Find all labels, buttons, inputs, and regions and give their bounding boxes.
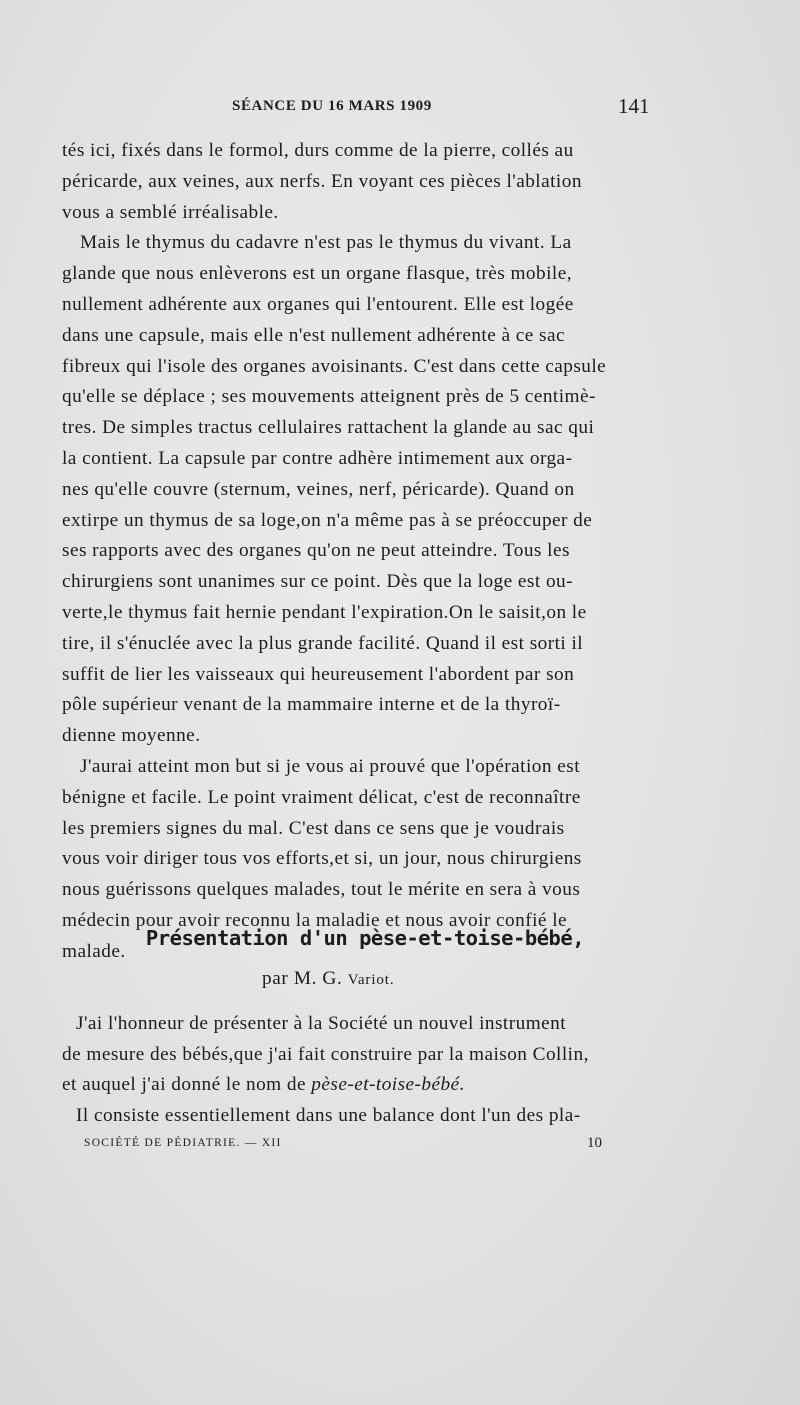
text-line: chirurgiens sont unanimes sur ce point. Dès que la loge est ou- bbox=[62, 571, 573, 593]
text-line: tire, il s'énuclée avec la plus grande facilité. Quand il est sorti il bbox=[62, 632, 584, 654]
text-line: dans une capsule, mais elle n'est nullement adhérente à ce sac bbox=[62, 324, 566, 346]
text-line: les premiers signes du mal. C'est dans ce sens que je voudrais bbox=[62, 817, 565, 839]
text-line: dienne moyenne. bbox=[62, 725, 201, 747]
text-line: nous guérissons quelques malades, tout le mérite en sera à vous bbox=[62, 879, 581, 901]
author-name: Variot. bbox=[347, 972, 395, 988]
text-line: glande que nous enlèverons est un organe flasque, très mobile, bbox=[62, 263, 572, 285]
text-line: et auquel j'ai donné le nom de bbox=[62, 1074, 312, 1095]
text-line: bénigne et facile. Le point vraiment délicat, c'est de reconnaître bbox=[62, 786, 581, 808]
text-line: suffit de lier les vaisseaux qui heureusement l'abordent par son bbox=[62, 663, 575, 685]
section-text bbox=[62, 1009, 652, 1131]
section-paragraph-2 bbox=[62, 1101, 652, 1132]
presentation-section bbox=[62, 926, 652, 1131]
text-line: de mesure des bébés,que j'ai fait construire par la maison Collin, bbox=[62, 1043, 589, 1065]
page-header bbox=[0, 94, 800, 124]
text-line: vous voir diriger tous vos efforts,et si, un jour, nous chirurgiens bbox=[62, 848, 582, 870]
text-line: tres. De simples tractus cellulaires rattachent la glande au sac qui bbox=[62, 417, 595, 439]
text-line: la contient. La capsule par contre adhère intimement aux orga- bbox=[62, 447, 573, 469]
page-number: 141 bbox=[618, 94, 650, 118]
footer-signature: SOCIÉTÉ DE PÉDIATRIE. — XII bbox=[84, 1137, 282, 1149]
text-line: qu'elle se déplace ; ses mouvements atteignent près de 5 centimè- bbox=[62, 386, 596, 408]
text-line: ses rapports avec des organes qu'on ne peut atteindre. Tous les bbox=[62, 540, 570, 562]
text-line: J'aurai atteint mon but si je vous ai prouvé que l'opération est bbox=[80, 755, 580, 777]
footer-sheet-number: 10 bbox=[587, 1135, 602, 1151]
text-line: malade. bbox=[62, 940, 126, 962]
text-line: extirpe un thymus de sa loge,on n'a même pas à se préoccuper de bbox=[62, 509, 593, 531]
section-title: Présentation d'un pèse-et-toise-bébé, bbox=[145, 926, 585, 950]
page-footer bbox=[0, 1137, 800, 1157]
text-line: fibreux qui l'isole des organes avoisinants. C'est dans cette capsule bbox=[62, 355, 607, 377]
text-line: péricarde, aux veines, aux nerfs. En voyant ces pièces l'ablation bbox=[62, 170, 582, 192]
paragraph-1 bbox=[62, 136, 652, 228]
text-line: nullement adhérente aux organes qui l'entourent. Elle est logée bbox=[62, 293, 574, 315]
text-line: pôle supérieur venant de la mammaire interne et de la thyroï- bbox=[62, 694, 561, 716]
text-line: vous a semblé irréalisable. bbox=[62, 201, 279, 223]
text-line: médecin pour avoir reconnu la maladie et nous avoir confié le bbox=[62, 909, 568, 931]
section-paragraph-1 bbox=[62, 1009, 652, 1101]
text-line: tés ici, fixés dans le formol, durs comme de la pierre, collés au bbox=[62, 140, 574, 161]
body-text bbox=[62, 136, 652, 968]
text-line: nes qu'elle couvre (sternum, veines, nerf, péricarde). Quand on bbox=[62, 478, 575, 500]
text-line: verte,le thymus fait hernie pendant l'expiration.On le saisit,on le bbox=[62, 601, 587, 623]
author-byline bbox=[62, 968, 652, 990]
instrument-name: pèse-et-toise-bébé. bbox=[311, 1074, 465, 1095]
paragraph-2 bbox=[62, 228, 652, 752]
text-line: Il consiste essentiellement dans une balance dont l'un des pla- bbox=[76, 1104, 581, 1126]
text-line: J'ai l'honneur de présenter à la Société un nouvel instrument bbox=[76, 1013, 567, 1034]
running-head: SÉANCE DU 16 MARS 1909 bbox=[232, 98, 432, 114]
text-line: Mais le thymus du cadavre n'est pas le thymus du vivant. La bbox=[80, 232, 572, 254]
byline-prefix: par M. G. bbox=[262, 968, 348, 989]
